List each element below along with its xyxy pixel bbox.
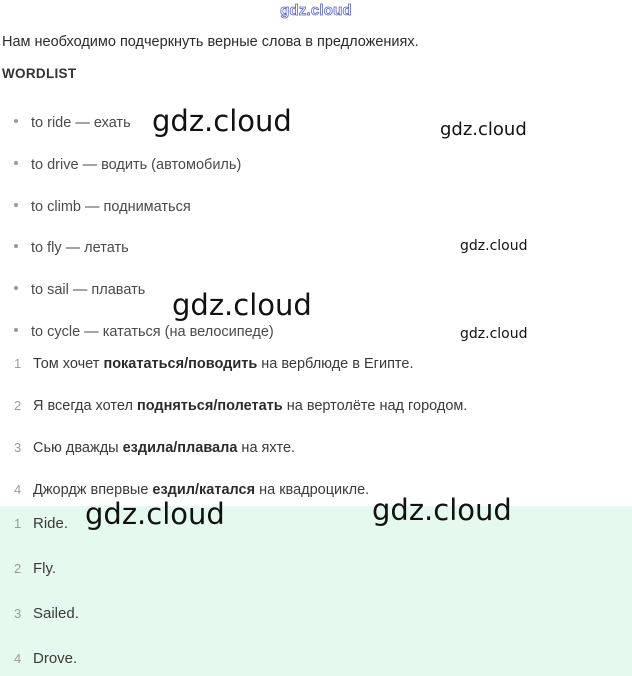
bullet-icon	[14, 286, 18, 290]
task-text: Я всегда хотел	[33, 398, 137, 414]
answer-text: Drove.	[33, 650, 78, 667]
task-text: на вертолёте над городом.	[282, 398, 468, 414]
task-text: на квадроцикле.	[255, 482, 370, 498]
task-item	[14, 440, 295, 456]
answer-number: 4	[14, 651, 22, 666]
task-number: 4	[14, 482, 22, 497]
watermark: gdz.cloud	[85, 497, 225, 531]
task-text: на верблюде в Египте.	[257, 356, 414, 372]
wordlist-item	[14, 282, 145, 298]
bullet-icon	[14, 119, 18, 123]
wordlist-item-text: to fly — летать	[31, 240, 129, 256]
site-logo[interactable]: gdz.cloud	[280, 2, 352, 19]
answer-item	[14, 515, 68, 532]
task-options: покататься/поводить	[103, 356, 258, 372]
watermark: gdz.cloud	[440, 119, 527, 140]
answer-number: 2	[14, 561, 22, 576]
task-number: 1	[14, 356, 22, 371]
answer-number: 1	[14, 516, 22, 531]
bullet-icon	[14, 328, 18, 332]
wordlist-heading: WORDLIST	[2, 66, 77, 81]
task-item	[14, 356, 414, 372]
task-number: 2	[14, 398, 22, 413]
answer-text: Sailed.	[33, 605, 79, 622]
answer-item	[14, 560, 56, 577]
bullet-icon	[14, 203, 18, 207]
bullet-icon	[14, 161, 18, 165]
watermark: gdz.cloud	[172, 288, 312, 322]
wordlist-item	[14, 324, 274, 340]
wordlist-item-text: to climb — подниматься	[31, 199, 191, 215]
answer-text: Fly.	[33, 560, 57, 577]
wordlist-item-text: to sail — плавать	[31, 282, 146, 298]
task-item	[14, 398, 467, 414]
task-number: 3	[14, 440, 22, 455]
wordlist-item-text: to drive — водить (автомобиль)	[31, 157, 242, 173]
task-options: ездил/катался	[152, 482, 256, 498]
answers-panel	[0, 506, 632, 676]
answer-item	[14, 605, 79, 622]
watermark: gdz.cloud	[372, 493, 512, 527]
watermark: gdz.cloud	[460, 326, 528, 342]
task-options: ездила/плавала	[122, 440, 238, 456]
task-item	[14, 482, 369, 498]
wordlist-item	[14, 157, 241, 173]
bullet-icon	[14, 244, 18, 248]
watermark: gdz.cloud	[152, 104, 292, 138]
task-text: Джордж впервые	[33, 482, 153, 498]
wordlist-item	[14, 115, 131, 131]
task-text: Том хочет	[33, 356, 104, 372]
answer-item	[14, 650, 77, 667]
task-text: на яхте.	[237, 440, 296, 456]
wordlist-item-text: to cycle — кататься (на велосипеде)	[31, 324, 274, 340]
wordlist-item-text: to ride — ехать	[31, 115, 131, 131]
wordlist-item	[14, 199, 191, 215]
watermark: gdz.cloud	[460, 238, 528, 254]
answer-number: 3	[14, 606, 22, 621]
task-options: подняться/полетать	[136, 398, 283, 414]
task-text: Сью дважды	[33, 440, 123, 456]
wordlist-item	[14, 240, 129, 256]
answer-text: Ride.	[33, 515, 69, 532]
intro-text: Нам необходимо подчеркнуть верные слова в предложениях.	[2, 34, 419, 50]
